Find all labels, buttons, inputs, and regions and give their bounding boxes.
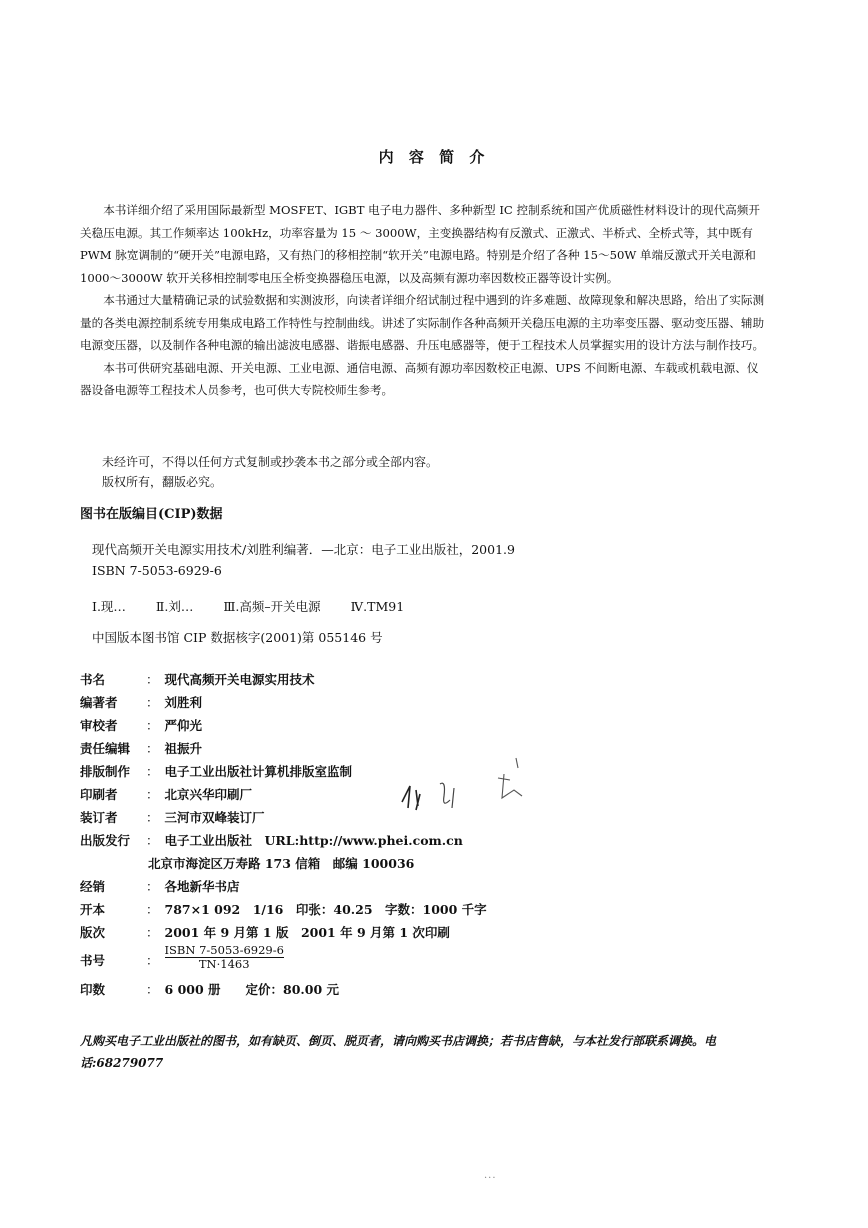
- cip-isbn: ISBN 7-5053-6929-6: [92, 563, 222, 578]
- info-value: 现代高频开关电源实用技术: [164, 672, 315, 687]
- handwritten-signature: [398, 750, 548, 820]
- cip-class-item: Ⅲ.高频–开关电源: [223, 599, 321, 614]
- info-value: 刘胜利: [164, 695, 203, 710]
- info-label: 装订者: [80, 810, 118, 825]
- summary-paragraph: 本书通过大量精确记录的试验数据和实测波形，向读者详细介绍试制过程中遇到的许多难题、故障现象和解决思路，给出了实际测量的各类电源控制系统专用集成电路工作特性与控制曲线。讲述了实际制作各种高频开关稳压电源的主功率变压器、驱动变压器、辅助电源变压器，以及制作各种电源的输出滤波电感器、谐振电感器、升压电感器等，便于工程技术人员掌握实用的设计方法与制作技巧。: [80, 293, 765, 352]
- info-label: 出版发行: [80, 833, 131, 848]
- notice-line: 版权所有，翻版必究。: [102, 475, 223, 489]
- info-label: 书号: [80, 953, 106, 968]
- info-row: 责任编辑 ： 祖振升: [80, 737, 487, 760]
- info-label: 印数: [80, 982, 106, 997]
- info-label: 编著者: [80, 695, 118, 710]
- summary-paragraph: 本书详细介绍了采用国际最新型 MOSFET、IGBT 电子电力器件、多种新型 IC 控制系统和国产优质磁性材料设计的现代高频开关稳压电源。其工作频率达 100kHz，功率容量为 15 ～ 3000W，主变换器结构有反激式、正激式、半桥式、全桥式等，其中既有 PWM 脉宽调制的“硬开关”电源电路，又有热门的移相控制“软开关”电源电路。特别是介绍了各种 15～50W 单端反激式开关电源和 1000～3000W 软开关移相控制零电压全桥变换器稳压电源，以及高频有源功率因数校正器等设计实例。: [80, 203, 760, 285]
- info-label: 印刷者: [80, 787, 118, 802]
- info-value: 电子工业出版社计算机排版室监制: [164, 764, 353, 779]
- info-label: 版次: [80, 925, 106, 940]
- info-value: 北京兴华印刷厂: [164, 787, 253, 802]
- info-row: 版次 ： 2001 年 9 月第 1 版 2001 年 9 月第 1 次印刷: [80, 921, 487, 944]
- info-row: 出版发行 ： 电子工业出版社 URL:http://www.phei.com.cn: [80, 829, 487, 852]
- cip-heading: 图书在版编目(CIP)数据: [80, 507, 223, 522]
- cip-classification: [92, 597, 430, 615]
- page-title: 内 容 简 介: [378, 148, 490, 166]
- cip-class-item: Ⅳ.TM91: [350, 599, 405, 614]
- info-value: 787×1 092 1/16 印张：40.25 字数：1000 千字: [164, 902, 487, 917]
- cip-library-number: 中国版本图书馆 CIP 数据核字(2001)第 055146 号: [92, 630, 383, 645]
- info-row: 经销 ： 各地新华书店: [80, 875, 487, 898]
- info-row: 排版制作 ： 电子工业出版社计算机排版室监制: [80, 760, 487, 783]
- page-mark: ···: [484, 1173, 497, 1184]
- info-value: 6 000 册 定价：80.00 元: [164, 982, 340, 997]
- info-value: 祖振升: [164, 741, 203, 756]
- copyright-notice: [102, 452, 438, 492]
- info-label: 书名: [80, 672, 106, 687]
- cip-class-item: Ⅰ.现…: [92, 599, 126, 614]
- book-number-isbn: ISBN 7-5053-6929-6: [164, 943, 284, 957]
- publication-info: [80, 668, 487, 1001]
- info-row: 印刷者 ： 北京兴华印刷厂: [80, 783, 487, 806]
- footer-notice: 凡购买电子工业出版社的图书，如有缺页、倒页、脱页者，请向购买书店调换；若书店售缺，与本社发行部联系调换。电话:68279077: [80, 1034, 717, 1070]
- info-row: 编著者 ： 刘胜利: [80, 691, 487, 714]
- cip-record: 现代高频开关电源实用技术/刘胜利编著．—北京：电子工业出版社，2001.9: [92, 542, 515, 557]
- info-value: 各地新华书店: [164, 879, 240, 894]
- info-value: 三河市双峰装订厂: [164, 810, 265, 825]
- info-label: 责任编辑: [80, 741, 131, 756]
- publisher-address: 北京市海淀区万寿路 173 信箱 邮编 100036: [148, 856, 415, 871]
- info-value: 2001 年 9 月第 1 版 2001 年 9 月第 1 次印刷: [164, 925, 450, 940]
- info-row: 开本 ： 787×1 092 1/16 印张：40.25 字数：1000 千字: [80, 898, 487, 921]
- info-row: 书名 ： 现代高频开关电源实用技术: [80, 668, 487, 691]
- info-row: 书号 ： $\frac{\text{ISBN 7-5053-6929-6}}{TN\cdot 1463}$: [80, 944, 487, 978]
- summary-section: [80, 199, 770, 402]
- info-value: 严仰光: [164, 718, 203, 733]
- info-label: 开本: [80, 902, 106, 917]
- notice-line: 未经许可，不得以任何方式复制或抄袭本书之部分或全部内容。: [102, 455, 439, 469]
- book-number: [165, 944, 284, 978]
- info-label: 审校者: [80, 718, 118, 733]
- info-row: 审校者 ： 严仰光: [80, 714, 487, 737]
- info-label: 经销: [80, 879, 106, 894]
- book-number-class: TN·1463: [198, 957, 250, 971]
- info-row: 装订者 ： 三河市双峰装订厂: [80, 806, 487, 829]
- summary-paragraph: 本书可供研究基础电源、开关电源、工业电源、通信电源、高频有源功率因数校正电源、UPS 不间断电源、车载或机载电源、仪器设备电源等工程技术人员参考，也可供大专院校师生参考。: [80, 360, 759, 397]
- info-row: 印数 ： 6 000 册 定价：80.00 元: [80, 978, 487, 1001]
- info-value: 电子工业出版社 URL:http://www.phei.com.cn: [164, 833, 463, 848]
- info-label: 排版制作: [80, 764, 131, 779]
- cip-class-item: Ⅱ.刘…: [155, 599, 194, 614]
